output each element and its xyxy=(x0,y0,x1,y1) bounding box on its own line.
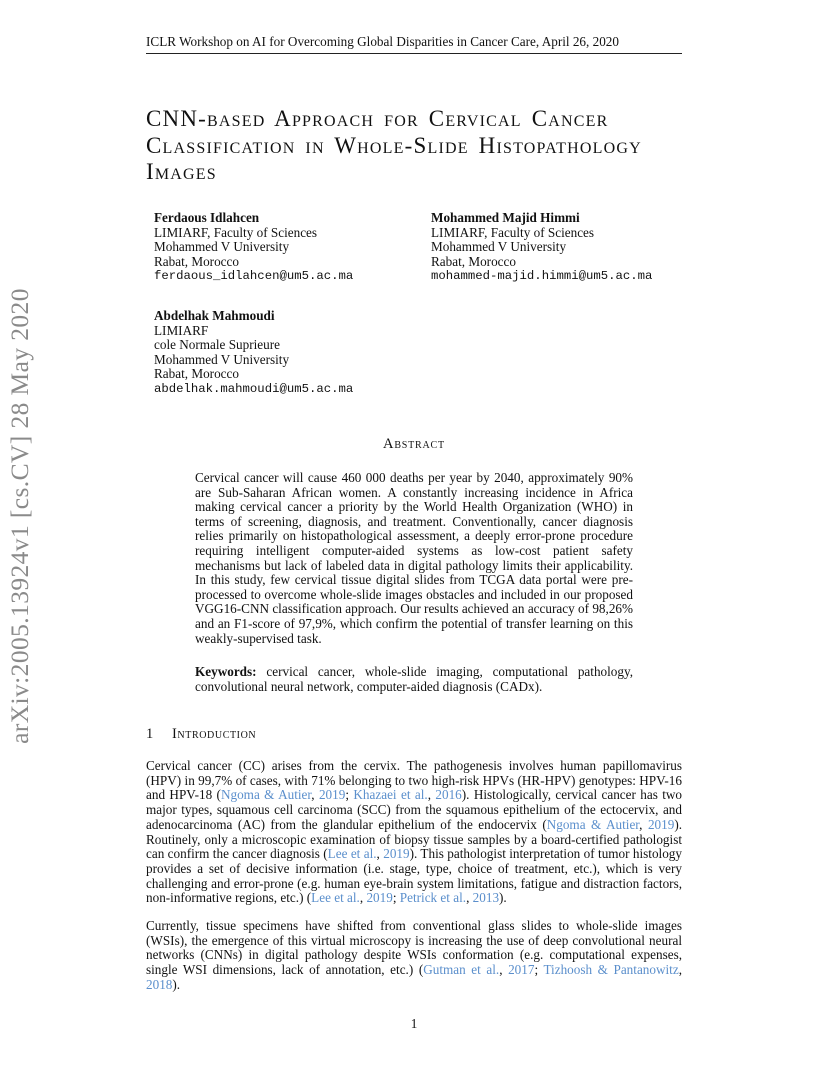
author-affiliation: Rabat, Morocco xyxy=(154,253,239,269)
citation-link[interactable]: 2019 xyxy=(366,890,393,906)
author-email[interactable]: abdelhak.mahmoudi@um5.ac.ma xyxy=(154,381,354,396)
citation-link[interactable]: 2019 xyxy=(383,846,410,862)
paragraph-text: , xyxy=(376,846,384,862)
citation-link[interactable]: 2013 xyxy=(472,890,500,906)
author-block-3 xyxy=(154,309,353,397)
author-name: Mohammed Majid Himmi xyxy=(431,210,580,225)
section-heading xyxy=(146,726,256,743)
citation-link[interactable]: Lee et al. xyxy=(311,890,360,906)
running-header: ICLR Workshop on AI for Overcoming Global Disparities in Cancer Care, April 26, 2020 xyxy=(146,34,682,54)
paragraph-text: , xyxy=(466,890,473,906)
citation-link[interactable]: Gutman et al. xyxy=(423,962,500,978)
page-number: 1 xyxy=(410,1016,418,1031)
paragraph-text: , xyxy=(639,816,648,832)
paragraph-text: ). Routinely, only a microscopic examination of biopsy tissue samples by a board-certified pathologist can confirm the cancer diagnosis ( xyxy=(146,816,683,862)
author-affiliation: cole Normale Suprieure xyxy=(154,337,280,353)
paragraph-text: Currently, tissue specimens have shifted from conventional glass slides to whole-slide images (WSIs), the emergence of this virtual microscopy is increasing the use of deep convolutional neural networks (CNNs) in digital pathology despite WSIs conformation (e.g. computational expenses, single WSI dimensions, lack of annotation, etc.) ( xyxy=(146,918,682,978)
paragraph-text: ). xyxy=(172,976,181,992)
citation-link[interactable]: Ngoma & Autier xyxy=(220,787,312,803)
abstract-heading: Abstract xyxy=(383,436,445,452)
author-affiliation: Rabat, Morocco xyxy=(431,253,516,269)
paragraph-text: , xyxy=(359,890,367,906)
author-email[interactable]: ferdaous_idlahcen@um5.ac.ma xyxy=(154,269,354,284)
paragraph-text: , xyxy=(678,962,682,978)
citation-link[interactable]: 2016 xyxy=(435,787,462,803)
section-number: 1 xyxy=(146,726,154,742)
author-name: Abdelhak Mahmoudi xyxy=(154,308,275,323)
paragraph-text: Cervical cancer (CC) arises from the cervix. The pathogenesis involves human papillomavirus (HPV) in 99,7% of cases, with 71% belonging to two high-risk HPVs (HR-HPV) genotypes: HPV-16 and HPV-18 ( xyxy=(146,758,682,803)
citation-link[interactable]: 2018 xyxy=(146,976,173,992)
citation-link[interactable]: Tizhoosh & Pantanowitz xyxy=(543,962,679,978)
author-affiliation: LIMIARF xyxy=(154,322,209,338)
paper-title: CNN-based Approach for Cervical Cancer Classification in Whole-Slide Histopathology Images xyxy=(146,106,642,184)
paragraph-text: , xyxy=(427,787,436,803)
citation-link[interactable]: Petrick et al. xyxy=(399,890,467,906)
paragraph-text: ). This pathologist interpretation of tumor histology provides a set of decisive information (i.e. stage, type, choice of treatment, etc.), which is very challenging and error-prone (e.g. human eye-brain system limitations, fatigue and distraction factors, non-informative regions, etc.) ( xyxy=(146,846,682,906)
arxiv-stamp xyxy=(0,0,40,1072)
author-affiliation: Mohammed V University xyxy=(431,239,567,255)
citation-link[interactable]: 2017 xyxy=(508,962,535,978)
citation-link[interactable]: Lee et al. xyxy=(327,846,377,862)
paragraph-text: ). Histologically, cervical cancer has two major types, squamous cell carcinoma (SCC) from the squamous epithelium of the ectocervix, and adenocarcinoma (AC) from the glandular epithelium of the endocervix ( xyxy=(146,787,683,832)
citation-link[interactable]: Khazaei et al. xyxy=(353,787,428,803)
paragraph-text: ; xyxy=(392,890,400,906)
intro-paragraph-2 xyxy=(146,919,682,993)
arxiv-identifier: arXiv:2005.13924v1 [cs.CV] 28 May 2020 xyxy=(5,288,34,744)
author-affiliation: LIMIARF, Faculty of Sciences xyxy=(431,224,595,240)
intro-paragraph-1 xyxy=(146,759,682,906)
author-affiliation: Mohammed V University xyxy=(154,239,290,255)
keywords-text: cervical cancer, whole-slide imaging, computational pathology, convolutional neural network, computer-aided diagnosis (CADx). xyxy=(195,664,634,694)
author-affiliation: LIMIARF, Faculty of Sciences xyxy=(154,224,318,240)
keywords-label: Keywords: xyxy=(195,664,257,679)
paragraph-text: ). xyxy=(499,890,507,906)
paragraph-text: ; xyxy=(534,962,544,978)
author-affiliation: Rabat, Morocco xyxy=(154,366,239,382)
keywords-paragraph xyxy=(195,665,633,694)
citation-link[interactable]: 2019 xyxy=(647,816,675,832)
abstract-text: Cervical cancer will cause 460 000 deaths per year by 2040, approximately 90% are Sub-Saharan African women. A constantly increasing incidence in Africa making cervical cancer a priority by the World Health Organization (WHO) in terms of screening, diagnosis, and treatment. Conventionally, cancer diagnosis relies primarily on histopathological assessment, a deeply error-prone procedure requiring intelligent computer-aided systems as low-cost patient safety mechanisms but lack of labeled data in digital pathology limits their applicability. In this study, few cervical tissue digital slides from TCGA data portal were pre-processed to overcome whole-slide images obstacles and included in our proposed VGG16-CNN classification approach. Our results achieved an accuracy of 98,26% and an F1-score of 97,9%, which confirm the potential of transfer learning on this weakly-supervised task. xyxy=(195,470,633,646)
section-title: Introduction xyxy=(172,726,257,742)
citation-link[interactable]: Ngoma & Autier xyxy=(546,816,640,832)
author-block-2 xyxy=(431,211,652,284)
paragraph-text: , xyxy=(311,787,319,803)
paragraph-text: ; xyxy=(345,787,354,803)
author-affiliation: Mohammed V University xyxy=(154,351,290,367)
author-block-1 xyxy=(154,211,353,284)
author-email[interactable]: mohammed-majid.himmi@um5.ac.ma xyxy=(431,269,653,284)
citation-link[interactable]: 2019 xyxy=(318,787,346,803)
author-name: Ferdaous Idlahcen xyxy=(154,210,260,225)
paragraph-text: , xyxy=(499,962,509,978)
